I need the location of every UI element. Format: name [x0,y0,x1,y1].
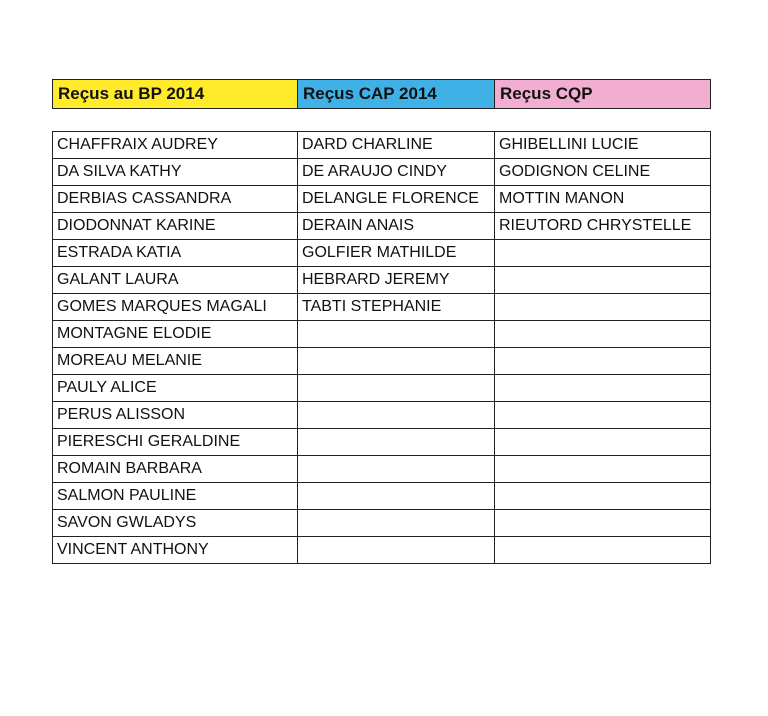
header-bp-2014: Reçus au BP 2014 [53,80,298,109]
name-cell-cap-2014: HEBRARD JEREMY [298,267,495,294]
name-cell-bp-2014: PIERESCHI GERALDINE [53,429,298,456]
names-table-body [53,132,711,564]
name-cell-bp-2014: SAVON GWLADYS [53,510,298,537]
name-cell-cap-2014 [298,321,495,348]
name-cell-cap-2014: DELANGLE FLORENCE [298,186,495,213]
name-cell-cap-2014: DE ARAUJO CINDY [298,159,495,186]
name-cell-cqp [495,240,711,267]
name-cell-cap-2014 [298,456,495,483]
name-cell-cap-2014: TABTI STEPHANIE [298,294,495,321]
name-cell-cap-2014: GOLFIER MATHILDE [298,240,495,267]
name-cell-cap-2014 [298,429,495,456]
name-cell-bp-2014: ROMAIN BARBARA [53,456,298,483]
name-cell-bp-2014: PAULY ALICE [53,375,298,402]
name-cell-cap-2014 [298,348,495,375]
table-row [53,321,711,348]
header-cqp: Reçus CQP [495,80,711,109]
name-cell-cqp [495,537,711,564]
name-cell-bp-2014: ESTRADA KATIA [53,240,298,267]
table-row [53,375,711,402]
table-row [53,267,711,294]
table-row [53,429,711,456]
name-cell-bp-2014: GOMES MARQUES MAGALI [53,294,298,321]
name-cell-cqp [495,321,711,348]
table-row [53,483,711,510]
name-cell-cqp: GHIBELLINI LUCIE [495,132,711,159]
name-cell-cqp [495,348,711,375]
name-cell-bp-2014: DA SILVA KATHY [53,159,298,186]
name-cell-cqp [495,510,711,537]
table-row [53,132,711,159]
name-cell-cqp: RIEUTORD CHRYSTELLE [495,213,711,240]
name-cell-cqp [495,402,711,429]
table-row [53,537,711,564]
names-table [52,131,711,564]
name-cell-bp-2014: DIODONNAT KARINE [53,213,298,240]
header-table [52,79,711,109]
header-cap-2014: Reçus CAP 2014 [298,80,495,109]
name-cell-cqp [495,483,711,510]
name-cell-bp-2014: VINCENT ANTHONY [53,537,298,564]
name-cell-bp-2014: MONTAGNE ELODIE [53,321,298,348]
table-row [53,294,711,321]
name-cell-cap-2014 [298,537,495,564]
name-cell-cqp: MOTTIN MANON [495,186,711,213]
table-row [53,402,711,429]
name-cell-cqp [495,375,711,402]
name-cell-cqp [495,456,711,483]
table-row [53,240,711,267]
name-cell-cqp [495,294,711,321]
name-cell-cap-2014 [298,402,495,429]
name-cell-bp-2014: MOREAU MELANIE [53,348,298,375]
table-row [53,456,711,483]
name-cell-bp-2014: GALANT LAURA [53,267,298,294]
table-row [53,186,711,213]
header-row [53,80,711,109]
name-cell-cap-2014: DARD CHARLINE [298,132,495,159]
name-cell-cap-2014 [298,375,495,402]
name-cell-cap-2014: DERAIN ANAIS [298,213,495,240]
name-cell-cap-2014 [298,483,495,510]
name-cell-cqp: GODIGNON CELINE [495,159,711,186]
table-row [53,510,711,537]
table-row [53,348,711,375]
table-row [53,159,711,186]
name-cell-bp-2014: CHAFFRAIX AUDREY [53,132,298,159]
name-cell-cqp [495,267,711,294]
name-cell-bp-2014: SALMON PAULINE [53,483,298,510]
name-cell-bp-2014: PERUS ALISSON [53,402,298,429]
name-cell-cqp [495,429,711,456]
table-row [53,213,711,240]
name-cell-cap-2014 [298,510,495,537]
name-cell-bp-2014: DERBIAS CASSANDRA [53,186,298,213]
